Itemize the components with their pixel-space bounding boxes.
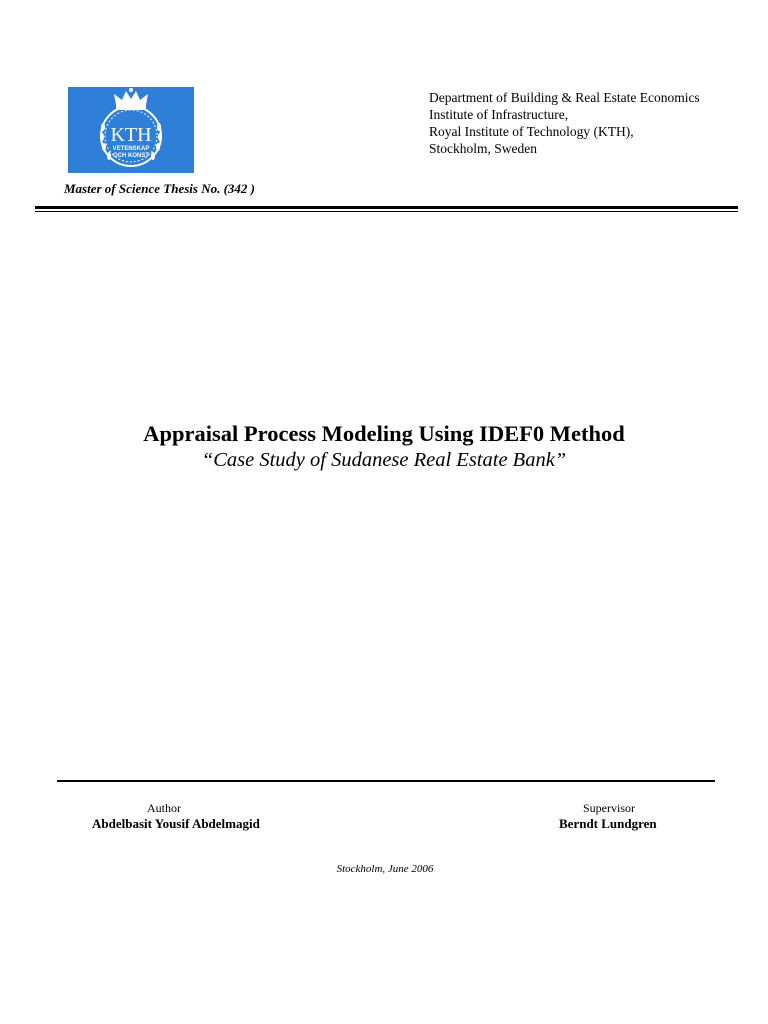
university-line: Royal Institute of Technology (KTH),	[429, 124, 634, 139]
header-rule-thick	[35, 206, 738, 209]
supervisor-label: Supervisor	[583, 801, 635, 815]
place-date: Stockholm, June 2006	[336, 863, 434, 875]
header-rule-thin	[35, 211, 738, 212]
thesis-number: Master of Science Thesis No. (342 )	[64, 181, 256, 196]
logo-text: KTH	[110, 124, 152, 146]
kth-crown-seal-icon	[68, 87, 194, 173]
author-name: Abdelbasit Yousif Abdelmagid	[92, 816, 260, 831]
thesis-title: Appraisal Process Modeling Using IDEF0 Method	[143, 421, 625, 446]
kth-logo	[68, 87, 194, 173]
logo-motto-line2: OCH KONST	[113, 153, 149, 159]
thesis-subtitle: “Case Study of Sudanese Real Estate Bank”	[201, 449, 567, 471]
department-address	[429, 89, 700, 157]
institute-line: Institute of Infrastructure,	[429, 107, 569, 122]
city-line: Stockholm, Sweden	[429, 141, 537, 156]
author-label: Author	[147, 801, 181, 815]
department-line: Department of Building & Real Estate Economics	[429, 90, 700, 105]
supervisor-name: Berndt Lundgren	[559, 816, 657, 831]
logo-motto-line1: VETENSKAP	[112, 146, 150, 152]
footer-rule	[57, 780, 715, 782]
